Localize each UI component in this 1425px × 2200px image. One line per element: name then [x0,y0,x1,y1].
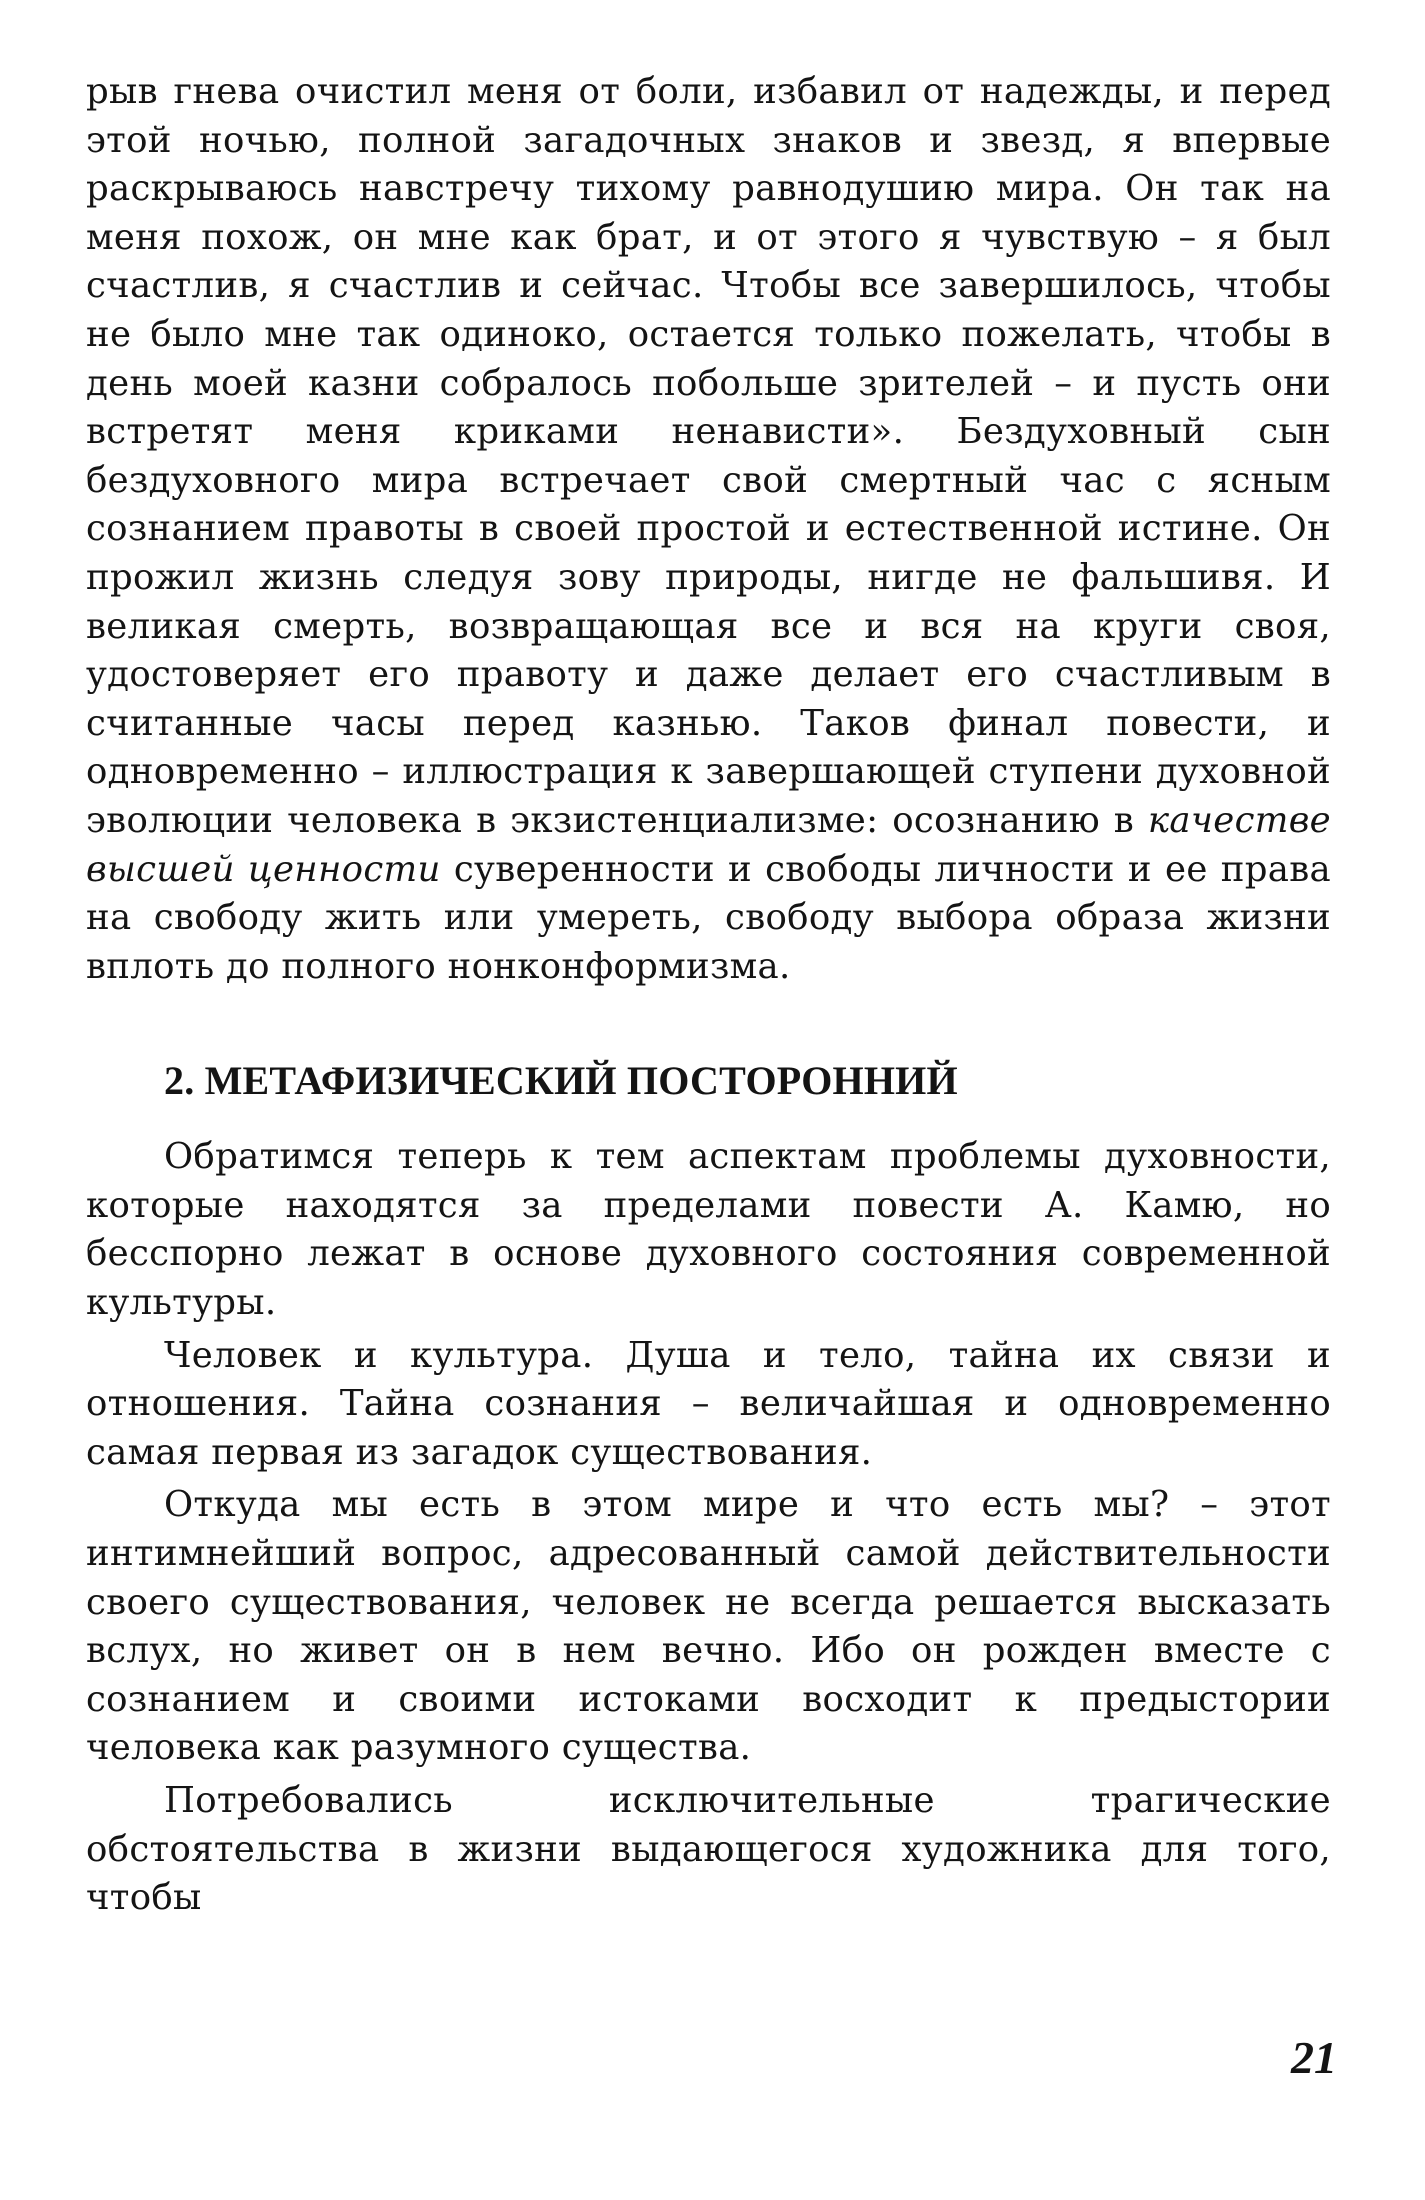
paragraph: Человек и культура. Душа и тело, тайна их связи и отношения. Тайна сознания – величайшая и одновременно самая первая из загадок существования. [86,1334,1331,1473]
paragraph-text: суверенности и свободы личности и ее права на свободу жить или умереть, свободу выбора образа жизни вплоть до полного нонконформизма. [86,848,1331,987]
italic-phrase: качестве высшей ценности [86,799,1331,890]
paragraph-continuation [86,68,1331,991]
paragraph-text: рыв гнева очистил меня от боли, избавил от надежды, и перед этой ночью, полной загадочных знаков и звезд, я впервые раскрываюсь навстречу тихому равнодушию мира. Он так на меня похож, он мне как брат, и от этого я чувствую – я был счастлив, я счастлив и сейчас. Чтобы все завершилось, чтобы не было мне так одиноко, остается только пожелать, чтобы в день моей казни собралось побольше зрителей – и пусть они встретят меня криками ненависти». Бездуховный сын бездуховного мира встречает свой смертный час с ясным сознанием правоты в своей простой и естественной истине. Он прожил жизнь следуя зову природы, нигде не фальшивя. И великая смерть, возвращающая все и вся на круги своя, удостоверяет его правоту и даже делает его счастливым в считанные часы перед казнью. Таков финал повести, и одновременно – иллюстрация к завершающей ступени духовной эволюции человека в экзистенциализме: осознанию в [86,71,1331,841]
paragraph: Обратимся теперь к тем аспектам проблемы духовности, которые находятся за пределами повести А. Камю, но бесспорно лежат в основе духовного состояния современной культуры. [86,1136,1331,1324]
section-heading: 2. МЕТАФИЗИЧЕСКИЙ ПОСТОРОННИЙ [164,1058,958,1104]
paragraph: Потребовались исключительные трагические обстоятельства в жизни выдающегося художника для того, чтобы [86,1780,1331,1919]
paragraph: Откуда мы есть в этом мире и что есть мы? – этот интимнейший вопрос, адресованный самой действительности своего существования, человек не всегда решается высказать вслух, но живет он в нем вечно. Ибо он рожден вместе с сознанием и своими истоками восходит к предыстории человека как разумного существа. [86,1484,1331,1769]
page-number: 21 [1291,2032,1337,2083]
page-text-block [86,68,1331,1923]
